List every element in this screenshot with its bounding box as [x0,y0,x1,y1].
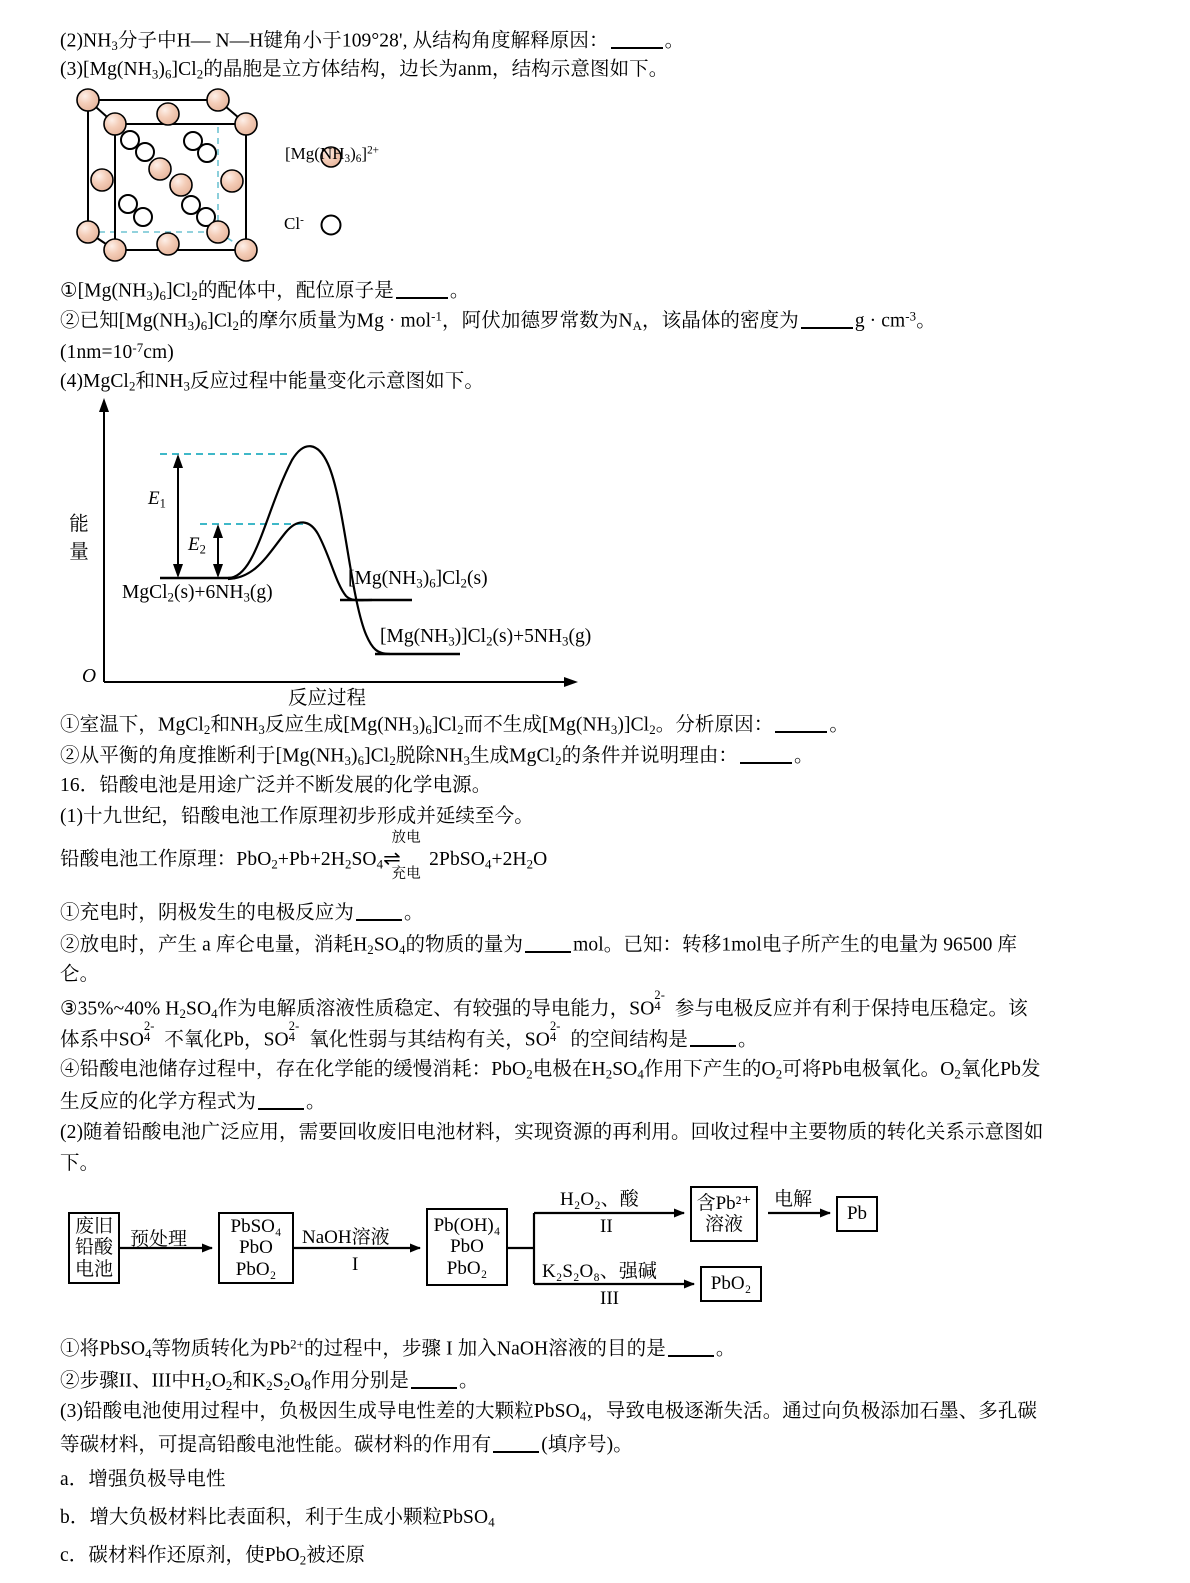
q2-text-1: (2)NH [60,30,112,52]
q3-sub-3: 2 [196,67,204,82]
eq-1: 铅酸电池工作原理：PbO [60,849,272,870]
opt-c-2: 2 [299,1553,307,1568]
q42-1: ②从平衡的角度推断利于[Mg(NH [60,745,345,767]
question-16-stem: 16．铅酸电池是用途广泛并不断发展的化学电源。 [60,775,492,796]
product-level-label [380,626,591,650]
q1613-11: 。 [738,1029,758,1051]
il-1: [Mg(NH [348,568,417,589]
answer-blank[interactable] [740,743,792,764]
option-c[interactable] [60,1544,365,1569]
flow-box-pbo2 [700,1266,762,1302]
q1614-6: 4 [637,1067,644,1082]
note-2: -7 [132,341,144,355]
pb2sol-line-2: 溶液 [704,1214,743,1235]
sulfate-ion-charge [143,1018,164,1053]
q42-2: 3 [344,754,351,769]
energy-profile-chart [60,392,680,709]
q1614-3: 电极在H [532,1059,606,1080]
arrow-bottom-label: 充电 [391,866,421,883]
q41-12: 3 [610,723,618,738]
q42-12: 。 [794,745,814,767]
q163-5: (填序号)。 [541,1434,633,1456]
q1614-9: 可将Pb电极氧化。O [782,1059,955,1080]
q1621-4: 2+ [290,1337,304,1352]
q1622-6: 2 [266,1379,273,1394]
la-2: - [300,214,304,227]
q1613-1: ③35%~40% H [60,998,180,1020]
q3-text-3: ]Cl [171,59,197,80]
q1614-2: 2 [526,1067,533,1082]
ion1-up: 2- [654,987,666,1002]
question-16-1-4 [60,1058,1041,1083]
q31-2: 3 [146,289,153,304]
q2-sub-1: 3 [111,39,118,54]
pb-line-1: Pb [846,1203,868,1225]
flow-label-step-2: II [600,1216,613,1237]
sulfate-ion-charge [654,987,674,1022]
q1613-5: 作为电解质溶液性质稳定、有较强的导电能力，SO [217,998,655,1020]
q1612-5: 的物质的量为 [405,934,524,956]
flow-label-electrolysis: 电解 [774,1189,813,1210]
answer-blank[interactable] [356,900,402,921]
legend-anion-marker [322,216,341,235]
q1614-8: 2 [775,1067,783,1082]
eq-3: +Pb+2H [277,849,345,870]
answer-blank[interactable] [611,28,663,49]
q41-7: ) [418,714,426,736]
legend-cation-label [285,144,379,165]
q1614-5: SO [612,1059,638,1080]
barrier-label-e1 [148,488,166,512]
q41-6: 3 [412,723,419,738]
la-1: Cl [284,214,301,233]
answer-blank[interactable] [801,308,853,329]
q1622-5: 和K [232,1370,267,1392]
ion3-up: 2- [288,1018,300,1033]
q1614-11: 氧化Pb发 [960,1059,1041,1080]
lc-6: 2+ [367,144,379,157]
pl-5: (s)+5NH [492,626,563,647]
flow-label-pretreatment: 预处理 [130,1229,188,1250]
question-16-1: (1)十九世纪，铅酸电池工作原理初步形成并延续至今。 [60,806,534,827]
il-6: 2 [460,576,467,591]
reactant-level-label [122,582,273,606]
answer-blank[interactable] [775,712,827,733]
q42-11: 的条件并说明理由： [561,745,739,767]
q163-2: 4 [579,1409,587,1424]
question-16-1-1 [60,900,424,926]
question-2 [60,28,684,54]
q31-5: ]Cl [166,280,192,302]
origin-label: O [82,666,97,687]
q4-5: 反应过程中能量变化示意图如下。 [189,371,484,392]
q3-text-4: 的晶胞是立方体结构，边长为anm，结构示意图如下。 [203,59,669,80]
q1613-2: 2 [179,1007,187,1022]
q3-text-2: ) [158,59,166,80]
eq-11: O [533,849,548,870]
ion4-dn: 4 [549,1030,557,1045]
pboh4-line-2: PbO [450,1236,484,1258]
waste-line-1: 废旧 [74,1216,113,1238]
flow-label-k2s2o8-base: K₂S₂O₈、强碱 [542,1261,657,1282]
q31-4: 6 [159,289,167,304]
q4-1: (4)MgCl [60,371,129,392]
unit-note [60,340,174,366]
question-16-1-3 [60,987,1028,1022]
q32-7: 的摩尔质量为Mg · mol [239,310,432,332]
il-7: (s) [466,568,488,589]
lc-5: ] [361,144,368,163]
flow-box-waste-battery [68,1212,120,1284]
q1613-4: 4 [211,1007,218,1022]
rl-3: (s)+6NH [173,582,244,603]
q41-13: )]Cl [617,714,650,736]
note-3: cm) [143,342,174,364]
question-16-3-line1 [60,1400,1037,1425]
flow-label-h2o2-acid: H₂O₂、酸 [560,1189,639,1210]
q1612-4: 4 [398,943,406,958]
flow-box-pb [836,1196,878,1232]
question-4 [60,370,484,395]
q32-14: 。 [916,310,936,332]
arrow-symbol: ⇌ [383,846,401,871]
q1621-2: 4 [145,1347,152,1362]
question-16-2-line2: 下。 [60,1153,100,1174]
crystal-structure-diagram [60,84,400,264]
q41-4: 3 [258,723,265,738]
pbso4-line-1: PbSO₄ [230,1216,282,1238]
eq-5: SO [351,849,377,870]
q31-6: 2 [191,289,198,304]
q1614-4: 2 [605,1067,613,1082]
q32-2: 3 [187,319,195,334]
pl-1: [Mg(NH [380,626,449,647]
q1614-7: 作用下产生的O [643,1059,776,1080]
pbo2-line-1: PbO₂ [710,1273,752,1295]
eq-9: +2H [491,849,527,870]
q31-8: 。 [449,280,470,302]
y-axis-label [68,508,90,564]
q1612-6: mol。已知：转移1mol电子所产生的电量为 96500 库 [573,934,1018,956]
q1612-3: SO [373,934,399,956]
q1622-12: 。 [458,1370,479,1392]
flow-label-step-3: III [600,1288,619,1309]
q1622-2: 2 [205,1379,212,1394]
question-3-sub-2 [60,308,936,334]
q42-5: ]Cl [364,745,390,767]
lc-3: ) [350,144,356,163]
q42-7: 脱除NH [395,745,464,767]
q31-7: 的配体中，配位原子是 [197,280,394,302]
answer-blank[interactable] [525,932,571,953]
q3-sub-1: 3 [151,67,159,82]
q32-8: -1 [431,309,443,324]
ion2-dn: 4 [143,1030,151,1045]
question-16-2-1 [60,1336,735,1362]
question-16-1-3-cont [60,1018,758,1053]
q31-1: ①[Mg(NH [60,280,147,302]
q1622-1: ②步骤II、III中H [60,1370,206,1392]
q1613-9: 氧化性弱与其结构有关，SO [309,1029,550,1051]
option-b[interactable] [60,1506,495,1531]
pl-3: )]Cl [454,626,487,647]
answer-blank[interactable] [396,278,448,299]
q2-text-2: 分子中H— N—H键角小于109°28', 从结构角度解释原因： [117,30,609,52]
intermediate-level-label [348,568,488,592]
eq-4: 2 [344,857,352,872]
waste-line-3: 电池 [74,1258,113,1280]
q1613-8: 不氧化Pb，SO [164,1029,289,1051]
q32-13: -3 [905,309,917,324]
q41-8: 6 [425,723,432,738]
e1-letter: E [148,488,160,509]
e2-sub: 2 [199,542,206,557]
q1611-2: 。 [404,902,424,924]
q1613-6: 参与电极反应并有利于保持电压稳定。该 [674,998,1028,1020]
ion4-up: 2- [549,1018,561,1033]
q163-1: (3)铅酸电池使用过程中，负极因生成导电性差的大颗粒PbSO [60,1401,580,1422]
q3-text-1: (3)[Mg(NH [60,59,152,80]
q1613-10: 的空间结构是 [570,1029,689,1051]
q32-3: ) [194,310,201,332]
il-3: ) [422,568,430,589]
q1622-9: O [290,1370,305,1392]
q42-4: 6 [357,754,365,769]
answer-blank[interactable] [690,1027,736,1048]
pb2sol-line-1: 含Pb²⁺ [696,1192,752,1214]
q41-5: 反应生成[Mg(NH [264,714,413,736]
il-2: 3 [416,576,423,591]
q1612-1: ②放电时，产生 a 库仑电量，消耗H [60,934,368,956]
q1622-3: O [211,1370,226,1392]
lc-1: [Mg(NH [285,144,345,163]
q1622-7: S [272,1370,284,1392]
q1622-8: 2 [283,1379,291,1394]
q1611-1: ①充电时，阴极发生的电极反应为 [60,902,355,924]
ion1-dn: 4 [654,999,661,1014]
y-axis-char-1: 能 [69,514,89,535]
q41-9: ]Cl [431,714,458,736]
answer-blank[interactable] [668,1336,714,1357]
eq-7: 2PbSO [429,849,485,870]
note-1: (1nm=10 [60,342,133,364]
q1622-4: 2 [225,1379,233,1394]
eq-8: 4 [484,857,492,872]
q1614-10: 2 [954,1067,961,1082]
q41-2: 2 [203,723,211,738]
flow-label-naoh: NaOH溶液 [302,1227,390,1248]
eq-6: 4 [376,857,384,872]
pbso4-line-2: PbO [239,1237,273,1259]
q1621-3: 等物质转化为Pb [151,1338,291,1360]
question-4-sub-1 [60,712,849,738]
q4-4: 3 [183,379,190,394]
q32-11: ，该晶体的密度为 [642,310,799,332]
rl-2: 2 [167,590,174,605]
q1622-11: 作用分别是 [310,1370,409,1392]
eq-2: 2 [271,857,278,872]
q1621-6: 。 [715,1338,736,1360]
question-16-2-2 [60,1368,479,1394]
q41-3: 和NH [210,714,259,736]
q1613-3: SO [186,998,212,1020]
equilibrium-arrow [383,830,429,883]
q2-text-3: 。 [664,30,685,52]
pl-4: 2 [486,634,493,649]
answer-blank[interactable] [493,1432,539,1453]
flow-box-pbso4 [218,1212,294,1284]
q32-9: ，阿伏加德罗常数为N [442,310,633,332]
pbso4-line-3: PbO₂ [235,1258,277,1280]
rl-4: 3 [243,590,250,605]
legend-anion-label [284,214,304,234]
q1613-7: 体系中SO [60,1029,144,1051]
q31-3: ) [152,280,160,302]
barrier-label-e2 [188,534,206,558]
x-axis-label: 反应过程 [288,688,367,709]
q32-6: 2 [232,319,240,334]
pl-2: 3 [448,634,455,649]
opt-b-2: 4 [488,1515,495,1530]
q42-8: 3 [463,754,470,769]
e1-sub: 1 [159,496,166,511]
flow-box-pboh4 [426,1208,508,1286]
q42-6: 2 [389,754,396,769]
q1612-2: 2 [367,943,374,958]
q1614-13: 。 [306,1091,326,1113]
lc-2: 3 [344,153,351,166]
eq-10: 2 [526,857,534,872]
q42-9: 生成MgCl [469,745,556,767]
waste-line-2: 铅酸 [74,1237,113,1259]
question-16-2-line1: (2)随着铅酸电池广泛应用，需要回收废旧电池材料，实现资源的再利用。回收过程中主要物质的转化关系示意图如 [60,1122,1044,1143]
q41-10: 2 [457,723,464,738]
q1614-1: ④铅酸电池储存过程中，存在化学能的缓慢消耗：PbO [60,1059,527,1080]
battery-equation [60,830,548,883]
question-16-1-2 [60,932,1017,958]
q42-10: 2 [555,754,562,769]
opt-c-3: 被还原 [306,1545,366,1566]
il-5: ]Cl [435,568,461,589]
q41-16: 。 [829,714,849,736]
answer-blank[interactable] [411,1368,457,1389]
il-4: 6 [429,576,436,591]
q1621-1: ①将PbSO [60,1338,146,1360]
q32-5: ]Cl [207,310,233,332]
y-axis-char-2: 量 [69,542,89,563]
q41-11: 而不生成[Mg(NH [463,714,611,736]
q41-15: 。分析原因： [655,714,774,736]
q41-14: 2 [649,723,656,738]
pl-7: (g) [568,626,592,647]
pboh4-line-1: Pb(OH)₄ [433,1215,501,1237]
q163-3: ，导致电极逐渐失活。通过向负极添加石墨、多孔碳 [586,1401,1038,1422]
q1614-12: 生反应的化学方程式为 [60,1091,257,1113]
question-16-3-line2 [60,1432,633,1458]
rl-1: MgCl [122,582,168,603]
arrow-top-label: 放电 [391,830,421,847]
q41-1: ①室温下，MgCl [60,714,204,736]
flow-label-step-1: I [352,1254,359,1275]
q32-10: A [632,319,643,334]
pboh4-line-3: PbO₂ [446,1257,488,1279]
answer-blank[interactable] [258,1089,304,1110]
rl-5: (g) [249,582,273,603]
sulfate-ion-charge [549,1018,570,1053]
sulfate-ion-charge [288,1018,309,1053]
q32-12: g · cm [854,310,906,332]
lc-4: 6 [355,153,362,166]
question-3 [60,58,668,83]
q3-sub-2: 6 [165,67,172,82]
e2-letter: E [188,534,200,555]
q163-4: 等碳材料，可提高铅酸电池性能。碳材料的作用有 [60,1434,492,1456]
question-16-1-4-cont [60,1089,326,1115]
q4-3: 和NH [135,371,184,392]
ion3-dn: 4 [288,1030,296,1045]
q42-3: ) [350,745,358,767]
opt-c-1: c．碳材料作还原剂，使PbO [60,1545,300,1566]
q1622-10: 8 [304,1379,311,1394]
q32-1: ②已知[Mg(NH [60,310,188,332]
flow-box-pb2-solution [690,1186,758,1242]
ion2-up: 2- [143,1018,155,1033]
q4-2: 2 [128,379,136,394]
opt-b-1: b．增大负极材料比表面积，利于生成小颗粒PbSO [60,1507,489,1528]
question-3-sub-1 [60,278,469,304]
q1621-5: 的过程中，步骤 I 加入NaOH溶液的目的是 [303,1338,666,1360]
recycling-flowchart [62,1180,892,1315]
question-4-sub-2 [60,743,814,769]
question-16-1-2-cont: 仑。 [60,964,100,985]
q32-4: 6 [200,319,208,334]
pl-6: 3 [562,634,569,649]
option-a[interactable]: a．增强负极导电性 [60,1469,226,1490]
